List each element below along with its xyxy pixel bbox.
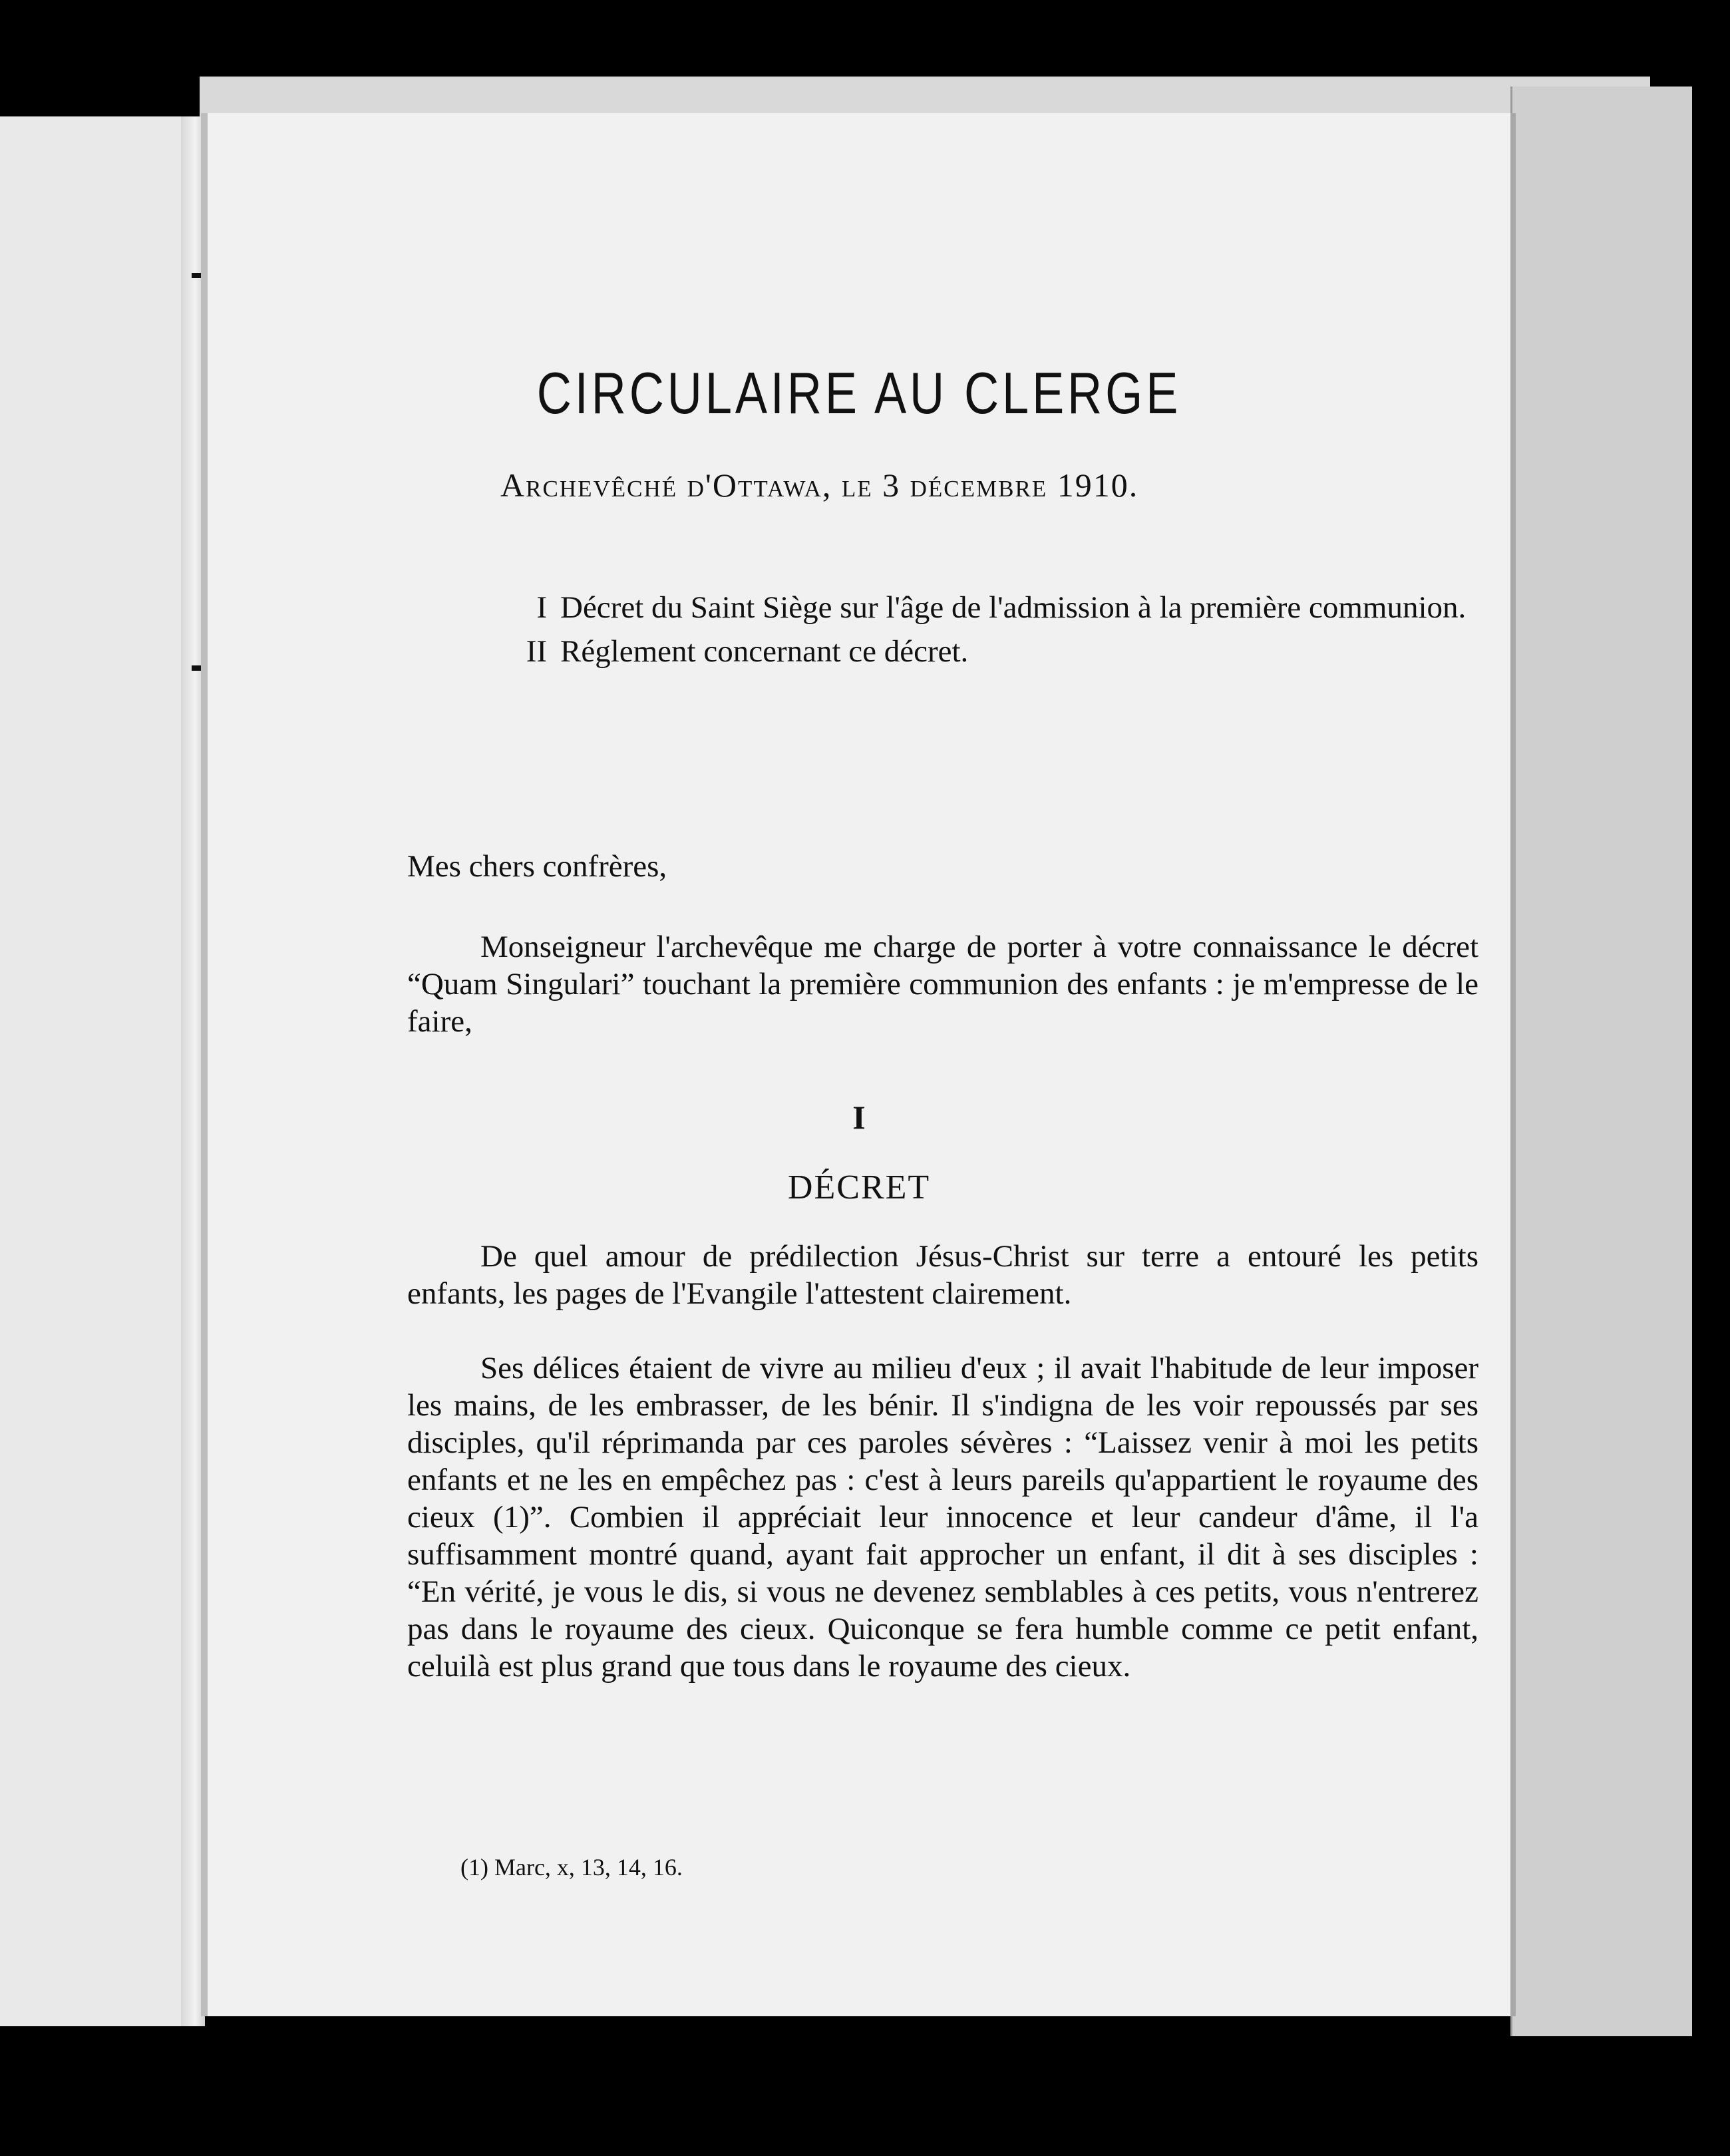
intro-paragraph: Monseigneur l'archevêque me charge de porter à votre connaissance le décret “Quam Singulari” touchant la première communion des enfants : je m'empresse de le faire, [407, 930, 1478, 1039]
left-facing-page [0, 116, 204, 2026]
document-page [201, 113, 1516, 2016]
contents-item [494, 633, 1492, 670]
contents-item-number: II [526, 634, 547, 669]
section-number: I [852, 1099, 866, 1136]
contents-item [494, 589, 1492, 626]
contents-item-text: Décret du Saint Siège sur l'âge de l'admission à la première communion. [560, 590, 1467, 625]
back-page-edge-right [1510, 87, 1692, 2036]
body-paragraph: De quel amour de prédilection Jésus-Christ sur terre a entouré les petits enfants, les pages de l'Evangile l'attestent clairement. [407, 1239, 1478, 1311]
section-title: DÉCRET [787, 1168, 931, 1206]
page-title: CIRCULAIRE AU CLERGE [536, 360, 1182, 426]
salutation: Mes chers confrères, [407, 849, 667, 884]
footnote: (1) Marc, x, 13, 14, 16. [460, 1854, 683, 1881]
contents-item-number: I [536, 590, 547, 625]
body-paragraph: Ses délices étaient de vivre au milieu d'eux ; il avait l'habitude de leur imposer les mains, de les embrasser, de les bénir. Il s'indigna de les voir repoussés par ses disciples, qu'il réprimanda par ces paroles sévères : “Laissez venir à moi les petits enfants et ne les en empêchez pas : c'est à leurs pareils qu'appartient le royaume des cieux (1)”. Combien il appréciait leur innocence et leur candeur d'âme, il l'a suffisamment montré quand, ayant fait approcher un enfant, il dit à ses disciples : “En vérité, je vous le dis, si vous ne devenez semblables à ces petits, vous n'entrerez pas dans le royaume des cieux. Quiconque se fera humble comme ce petit enfant, celuilà est plus grand que tous dans le royaume des cieux. [407, 1351, 1478, 1684]
contents-list [494, 589, 1492, 677]
dateline: Archevêché d'Ottawa, le 3 décembre 1910. [500, 466, 1139, 504]
contents-item-text: Réglement concernant ce décret. [560, 634, 969, 669]
